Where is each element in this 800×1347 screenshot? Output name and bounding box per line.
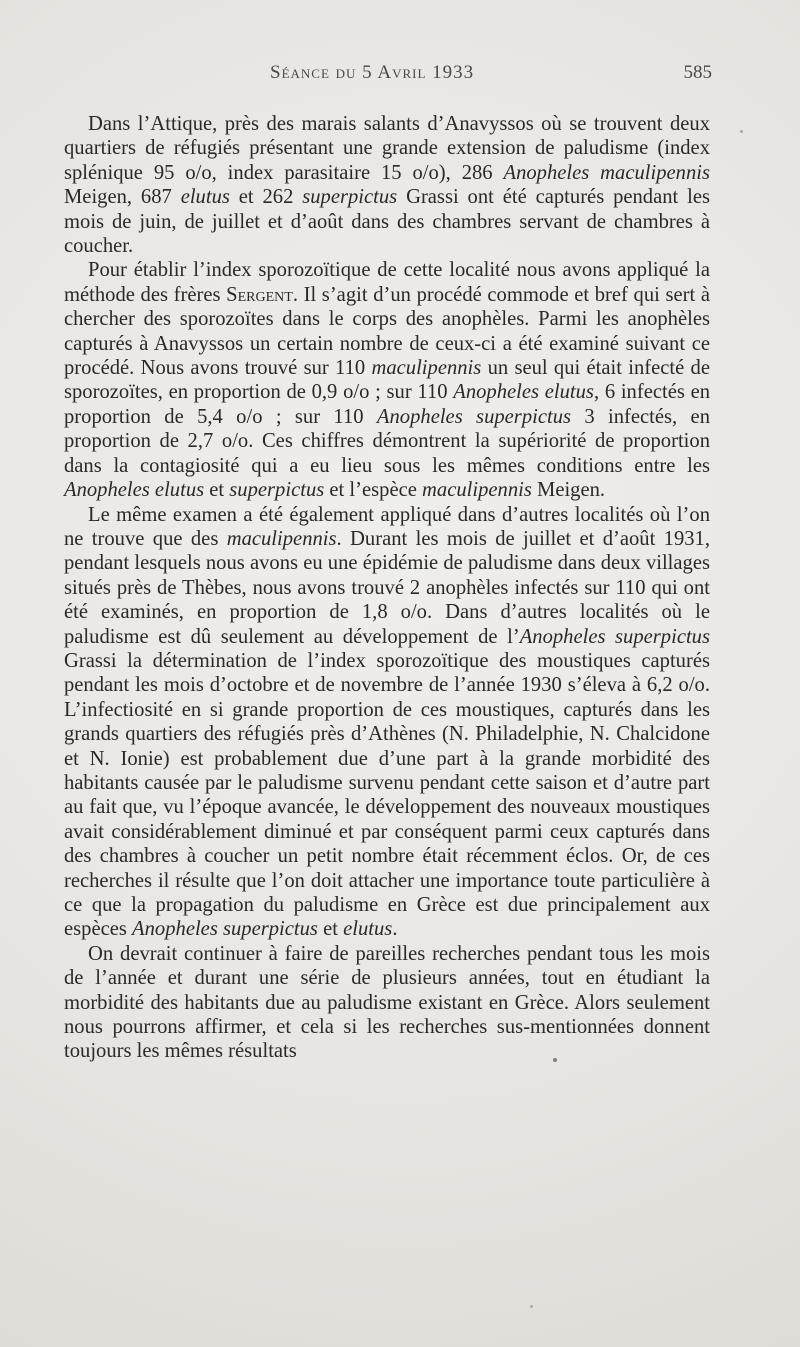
paragraph-4 bbox=[64, 942, 710, 1064]
text-run: et bbox=[317, 918, 344, 941]
italic-term: elutus bbox=[180, 186, 230, 209]
page-number: 585 bbox=[683, 62, 712, 83]
italic-term: Anopheles maculipennis bbox=[503, 161, 711, 184]
text-run: Meigen, 687 bbox=[64, 186, 181, 209]
print-speck bbox=[530, 1305, 533, 1308]
text-run: . bbox=[392, 918, 398, 941]
text-run: et bbox=[204, 479, 230, 502]
page-header bbox=[0, 62, 800, 92]
small-caps-name: Sergent bbox=[226, 283, 293, 306]
italic-term: Anopheles superpictus bbox=[519, 625, 710, 648]
italic-term: superpictus bbox=[302, 186, 398, 209]
text-run: un seul qui était infecté de sporozoïtes, en proportion de 0,9 o/o ; sur 110 bbox=[64, 357, 710, 404]
italic-term: Anopheles elutus bbox=[453, 381, 594, 404]
text-run: Meigen. bbox=[531, 479, 606, 502]
italic-term: Anopheles elutus bbox=[64, 479, 205, 502]
running-head: Séance du 5 Avril 1933 bbox=[270, 62, 475, 83]
italic-term: maculipennis bbox=[226, 527, 337, 550]
text-run: . Il s’agit d’un procédé commode et bref qui sert à chercher des sporozoïtes dans le corps des anophèles. Parmi les anophèles capturés à Anavyssos un certain nombre de ceux-ci a été examiné suivant ce procédé. Nous avons trouvé sur 110 bbox=[64, 283, 710, 380]
italic-term: maculipennis bbox=[371, 357, 482, 380]
text-run: Grassi la détermination de l’index sporozoïtique des moustiques capturés pendant les mois d’octobre et de novembre de l’année 1930 s’éleva à 6,2 o/o. L’infectiosité en si grande proportion de ces moustiques, capturés dans les grands quartiers des réfugiés près d’Athènes (N. Philadelphie, N. Chalcidone et N. Ionie) est probablement due d’une part à la grande morbidité des habitants causée par le paludisme survenu pendant cette saison et d’autre part au fait que, vu l’époque avancée, le développement des nouveaux moustiques avait considérablement diminué et par conséquent parmi ceux capturés dans des chambres à coucher un petit nombre était récemment éclos. Or, de ces recherches il résulte que l’on doit attacher une importance toute particulière à ce que la propagation du paludisme en Grèce est due principalement aux espèces bbox=[64, 649, 710, 941]
text-run: Dans l’Attique, près des marais salants d’Anavyssos où se trouvent deux quartiers de réfugiés présentant une grande extension de paludisme (index splénique 95 o/o, index parasitaire 15 o/o), 286 bbox=[64, 113, 710, 184]
text-run: , 6 infectés en proportion de 5,4 o/o ; sur 110 bbox=[64, 381, 711, 428]
text-run: Pour établir l’index sporozoïtique de cette localité nous avons appliqué la méthode des frères bbox=[64, 259, 710, 306]
text-run: On devrait continuer à faire de pareilles recherches pendant tous les mois de l’année et durant une série de plusieurs années, tout en étudiant la morbidité des habitants due au paludisme existant en Grèce. Alors seulement nous pourrons affirmer, et cela si les recherches sus-mentionnées donnent toujours les mêmes résultats bbox=[64, 942, 710, 1063]
italic-term: maculipennis bbox=[422, 479, 532, 502]
text-run: Le même examen a été également appliqué dans d’autres localités où l’on ne trouve que des bbox=[64, 503, 710, 550]
text-run: et l’espèce bbox=[324, 479, 423, 502]
italic-term: Anopheles superpictus bbox=[132, 918, 318, 941]
paragraph-2 bbox=[64, 258, 710, 502]
paragraph-3 bbox=[64, 503, 710, 942]
print-speck bbox=[740, 130, 743, 133]
paragraph-1 bbox=[64, 112, 710, 258]
text-run: . Durant les mois de juillet et d’août 1931, pendant lesquels nous avons eu une épidémie de paludisme dans deux villages situés près de Thèbes, nous avons trouvé 2 anophèles infectés sur 110 qui ont été examinés, en proportion de 1,8 o/o. Dans d’autres localités où le paludisme est dû seulement au développement de l’ bbox=[64, 527, 711, 648]
body-text bbox=[64, 112, 710, 1064]
text-run: et 262 bbox=[229, 186, 303, 209]
text-run: 3 infectés, en proportion de 2,7 o/o. Ces chiffres démontrent la supériorité de proportion dans la contagiosité qui a eu lieu sous les mêmes conditions entre les bbox=[64, 405, 710, 477]
print-speck bbox=[553, 1058, 557, 1062]
text-run: Grassi ont été capturés pendant les mois de juin, de juillet et d’août dans des chambres servant de chambres à coucher. bbox=[64, 186, 710, 258]
italic-term: Anopheles superpictus bbox=[376, 405, 572, 428]
italic-term: elutus bbox=[343, 918, 393, 941]
italic-term: superpictus bbox=[229, 479, 325, 502]
